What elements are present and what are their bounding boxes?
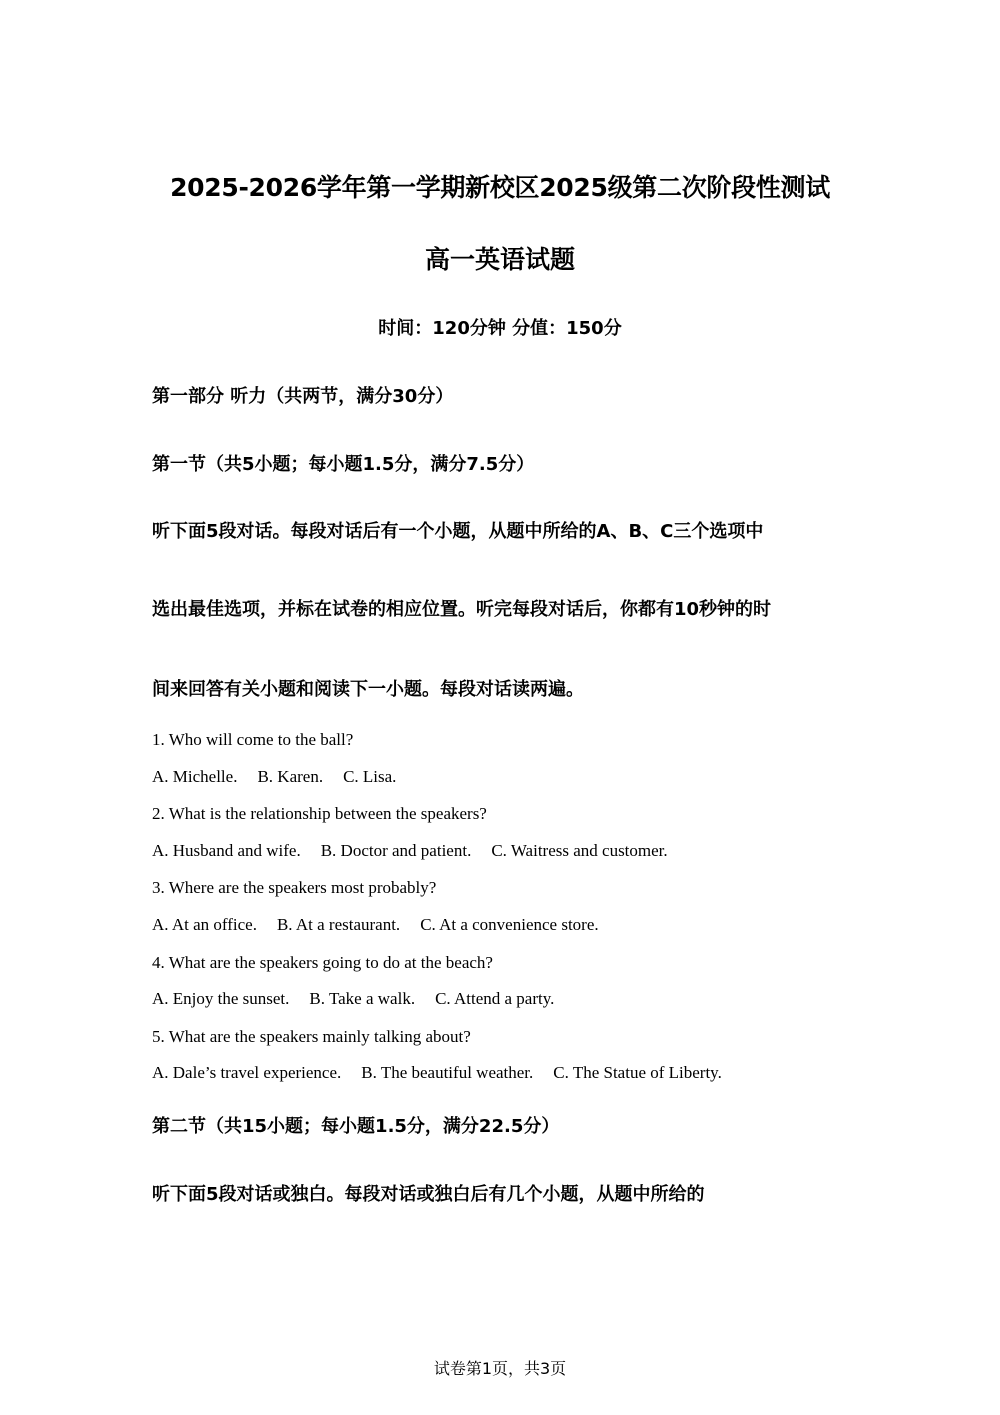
- question-5: 5. What are the speakers mainly talking about?: [152, 1027, 471, 1046]
- question-2-options: [152, 841, 668, 861]
- exam-subtitle: 高一英语试题: [424, 245, 575, 274]
- exam-title: 2025-2026学年第一学期新校区2025级第二次阶段性测试: [170, 173, 830, 202]
- option-a: A. Michelle.: [152, 767, 238, 786]
- section2-heading: 第二节（共15小题；每小题1.5分，满分22.5分）: [152, 1116, 560, 1137]
- option-b: B. Karen.: [257, 767, 324, 786]
- option-c: C. At a convenience store.: [420, 915, 599, 934]
- option-a: A. Enjoy the sunset.: [152, 989, 290, 1008]
- option-a: A. Husband and wife.: [152, 841, 301, 860]
- section2-instruction-line: 听下面5段对话或独白。每段对话或独白后有几个小题，从题中所给的: [152, 1184, 705, 1205]
- question-4: 4. What are the speakers going to do at the beach?: [152, 953, 493, 972]
- section1-instruction-line: 间来回答有关小题和阅读下一小题。每段对话读两遍。: [152, 679, 584, 700]
- page-footer: 试卷第1页，共3页: [433, 1359, 567, 1378]
- question-2: 2. What is the relationship between the speakers?: [152, 804, 487, 823]
- exam-meta: 时间：120分钟 分值：150分: [378, 318, 622, 339]
- option-b: B. The beautiful weather.: [361, 1063, 534, 1082]
- option-b: B. At a restaurant.: [276, 915, 401, 934]
- question-1-options: [152, 767, 396, 787]
- section1-instruction-line: 选出最佳选项，并标在试卷的相应位置。听完每段对话后，你都有10秒钟的时: [152, 599, 772, 620]
- section1-instruction-line: 听下面5段对话。每段对话后有一个小题，从题中所给的A、B、C三个选项中: [152, 521, 764, 542]
- option-c: C. Lisa.: [343, 767, 397, 786]
- question-3-options: [152, 915, 599, 935]
- option-a: A. At an office.: [152, 915, 257, 934]
- section1-heading: 第一节（共5小题；每小题1.5分，满分7.5分）: [152, 454, 535, 475]
- question-4-options: [152, 989, 554, 1009]
- option-c: C. The Statue of Liberty.: [553, 1063, 722, 1082]
- question-1: 1. Who will come to the ball?: [152, 730, 354, 749]
- part1-heading: 第一部分 听力（共两节，满分30分）: [152, 386, 454, 407]
- option-b: B. Doctor and patient.: [320, 841, 472, 860]
- option-b: B. Take a walk.: [309, 989, 416, 1008]
- question-5-options: [152, 1063, 722, 1083]
- option-c: C. Waitress and customer.: [491, 841, 668, 860]
- question-3: 3. Where are the speakers most probably?: [152, 878, 437, 897]
- option-c: C. Attend a party.: [435, 989, 555, 1008]
- option-a: A. Dale’s travel experience.: [152, 1063, 342, 1082]
